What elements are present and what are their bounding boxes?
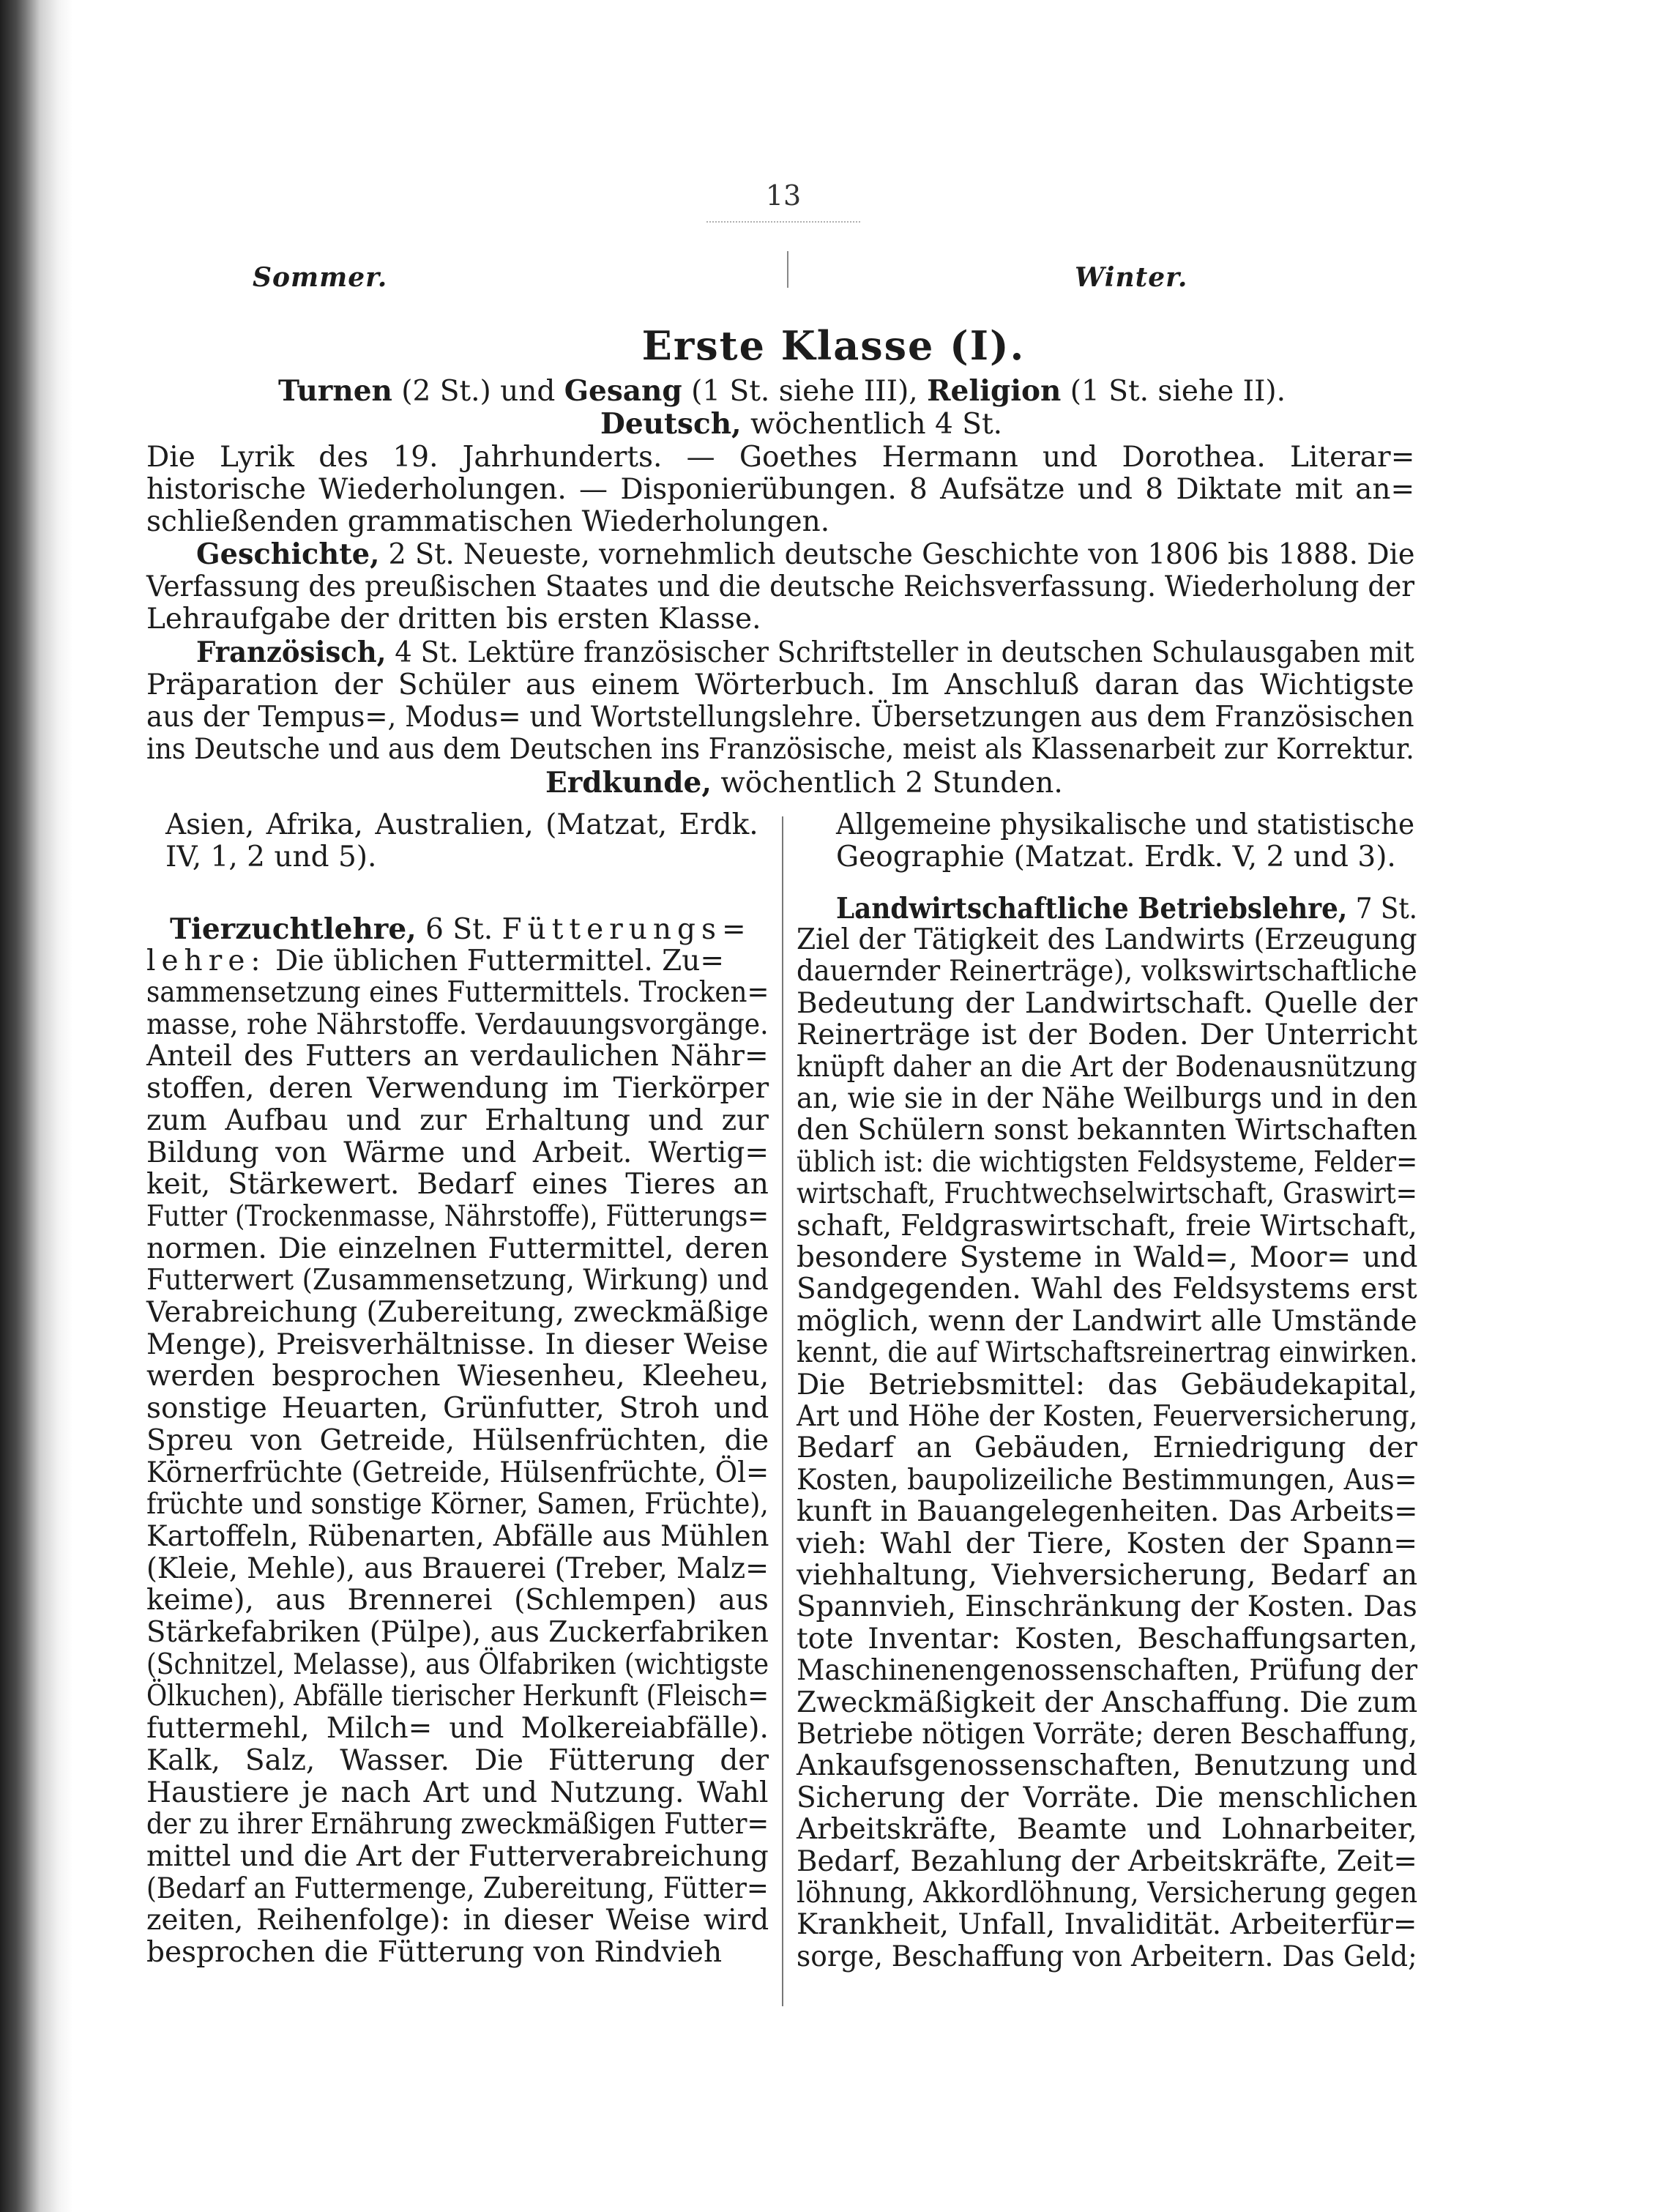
text-line: Spreu von Getreide, Hülsenfrüchten, die bbox=[146, 1423, 769, 1457]
text-line: futtermehl, Milch= und Molkereiabfälle). bbox=[146, 1712, 769, 1746]
text-line: zum Aufbau und zur Erhaltung und zur bbox=[146, 1103, 769, 1137]
text-line: besondere Systeme in Wald=, Moor= und bbox=[797, 1241, 1418, 1274]
text-line: keit, Stärkewert. Bedarf eines Tieres an bbox=[146, 1168, 769, 1202]
season-winter-label: Winter. bbox=[1075, 262, 1188, 293]
text-line: knüpft daher an die Art der Bodenausnützung bbox=[797, 1050, 1417, 1084]
tierzucht-spaced-1: Fütterungs= bbox=[501, 913, 752, 946]
text-line: historische Wiederholungen. — Disponierübungen. 8 Aufsätze und 8 Diktate mit an= bbox=[146, 473, 1415, 506]
text-line: masse, rohe Nährstoffe. Verdauungsvorgänge. bbox=[146, 1008, 769, 1041]
text-line: ins Deutsche und aus dem Deutschen ins Französische, meist als Klassenarbeit zur Korrektur. bbox=[146, 733, 1414, 766]
column-divider bbox=[782, 816, 783, 2006]
text-line: Asien, Afrika, Australien, (Matzat, Erdk. bbox=[165, 808, 758, 841]
text-line: schaft, Feldgraswirtschaft, freie Wirtschaft, bbox=[797, 1209, 1417, 1243]
betrieb-label: Landwirtschaftliche Betriebslehre, bbox=[836, 892, 1348, 926]
text-line: schließenden grammatischen Wiederholungen. bbox=[146, 505, 830, 538]
text-line: Bildung von Wärme und Arbeit. Wertig= bbox=[146, 1136, 769, 1169]
text-line: keime), aus Brennerei (Schlempen) aus bbox=[146, 1584, 769, 1617]
text-line: viehhaltung, Viehversicherung, Bedarf an bbox=[797, 1559, 1418, 1592]
text-line: sonstige Heuarten, Grünfutter, Stroh und bbox=[146, 1392, 769, 1426]
text-line: üblich ist: die wichtigsten Feldsysteme, Felder= bbox=[797, 1145, 1418, 1179]
deutsch-hours: wöchentlich 4 St. bbox=[741, 408, 1003, 441]
text-line: Spannvieh, Einschränkung der Kosten. Das bbox=[797, 1590, 1417, 1624]
tierzucht-hours: 6 St. bbox=[416, 913, 502, 946]
text-line: Zweckmäßigkeit der Anschaffung. Die zum bbox=[797, 1686, 1418, 1719]
text-line: Ziel der Tätigkeit des Landwirts (Erzeugung bbox=[797, 923, 1417, 956]
tierzucht-second-text: Die üblichen Futtermittel. Zu= bbox=[266, 945, 725, 977]
text-line: den Schülern sonst bekannten Wirtschaften bbox=[797, 1114, 1417, 1147]
page-number: 13 bbox=[765, 179, 802, 212]
text-line: Bedeutung der Landwirtschaft. Quelle der bbox=[797, 986, 1418, 1020]
text-line: Sicherung der Vorräte. Die menschlichen bbox=[797, 1781, 1418, 1814]
season-divider bbox=[787, 251, 788, 288]
page-number-rule bbox=[706, 221, 860, 223]
subjects-line bbox=[278, 374, 1314, 408]
deutsch-heading bbox=[600, 407, 1003, 441]
deutsch-label: Deutsch, bbox=[600, 407, 742, 441]
franzoesisch-label: Französisch, bbox=[196, 636, 387, 669]
text-line: Futterwert (Zusammensetzung, Wirkung) und bbox=[146, 1264, 769, 1297]
text-line: Futter (Trockenmasse, Nährstoffe), Fütterungs= bbox=[146, 1199, 769, 1233]
betrieb-first-line bbox=[836, 892, 1418, 926]
text-line: Krankheit, Unfall, Invalidität. Arbeiterfür= bbox=[797, 1908, 1417, 1942]
text-line: möglich, wenn der Landwirt alle Umstände bbox=[797, 1304, 1417, 1338]
text-line: Kalk, Salz, Wasser. Die Fütterung der bbox=[146, 1743, 769, 1777]
tierzucht-second-line bbox=[146, 947, 724, 975]
text-line: Ankaufsgenossenschaften, Benutzung und bbox=[797, 1749, 1417, 1783]
religion-text: (1 St. siehe II). bbox=[1061, 375, 1286, 408]
geschichte-label: Geschichte, bbox=[196, 537, 380, 571]
text-line: löhnung, Akkordlöhnung, Versicherung gegen bbox=[797, 1877, 1418, 1910]
text-line: stoffen, deren Verwendung im Tierkörper bbox=[146, 1072, 769, 1106]
text-line: vieh: Wahl der Tiere, Kosten der Spann= bbox=[797, 1527, 1418, 1560]
text-line: Menge), Preisverhältnisse. In dieser Weise bbox=[146, 1327, 769, 1361]
text-line: mittel und die Art der Futterverabreichung bbox=[146, 1839, 769, 1873]
tierzucht-spaced-2: lehre: bbox=[146, 945, 266, 977]
franzoesisch-first-line bbox=[196, 638, 1414, 667]
text-line: kennt, die auf Wirtschaftsreinertrag einwirken. bbox=[797, 1336, 1418, 1370]
text-line: kunft in Bauangelegenheiten. Das Arbeits= bbox=[797, 1495, 1418, 1529]
text-line: Bedarf, Bezahlung der Arbeitskräfte, Zeit= bbox=[797, 1844, 1417, 1878]
text-line: Körnerfrüchte (Getreide, Hülsenfrüchte, Öl= bbox=[146, 1456, 769, 1489]
text-line: Ölkuchen), Abfälle tierischer Herkunft (Fleisch= bbox=[146, 1680, 769, 1713]
text-line: Sandgegenden. Wahl des Feldsystems erst bbox=[797, 1273, 1417, 1306]
text-line: Arbeitskräfte, Beamte und Lohnarbeiter, bbox=[797, 1813, 1417, 1847]
turnen-text: (2 St.) und bbox=[392, 375, 564, 408]
section-heading: Erste Klasse (I). bbox=[641, 322, 1026, 369]
text-line: dauernder Reinerträge), volkswirtschaftliche bbox=[797, 955, 1417, 988]
geschichte-first-text: 2 St. Neueste, vornehmlich deutsche Geschichte von 1806 bis 1888. Die bbox=[379, 538, 1415, 571]
text-line: Stärkefabriken (Pülpe), aus Zuckerfabriken bbox=[146, 1616, 769, 1649]
text-line: besprochen die Fütterung von Rindvieh bbox=[146, 1936, 723, 1969]
erdkunde-hours: wöchentlich 2 Stunden. bbox=[711, 767, 1063, 800]
text-line: (Kleie, Mehle), aus Brauerei (Treber, Malz= bbox=[146, 1552, 769, 1585]
betrieb-hours: 7 St. bbox=[1347, 893, 1418, 926]
text-line: Betriebe nötigen Vorräte; deren Beschaffung, bbox=[797, 1718, 1417, 1751]
text-line: Präparation der Schüler aus einem Wörterbuch. Im Anschluß daran das Wichtigste bbox=[146, 669, 1414, 701]
text-line: an, wie sie in der Nähe Weilburgs und in den bbox=[797, 1082, 1418, 1115]
text-line: Lehraufgabe der dritten bis ersten Klasse. bbox=[146, 603, 761, 636]
text-line: Die Lyrik des 19. Jahrhunderts. — Goethes Hermann und Dorothea. Literar= bbox=[146, 441, 1415, 474]
text-line: der zu ihrer Ernährung zweckmäßigen Futter= bbox=[146, 1808, 769, 1842]
text-line: tote Inventar: Kosten, Beschaffungsarten, bbox=[797, 1622, 1418, 1656]
religion-label: Religion bbox=[927, 374, 1062, 408]
text-line: Geographie (Matzat. Erdk. V, 2 und 3). bbox=[836, 841, 1396, 874]
text-line: aus der Tempus=, Modus= und Wortstellungslehre. Übersetzungen aus dem Französischen bbox=[146, 701, 1414, 734]
text-line: Kosten, baupolizeiliche Bestimmungen, Aus= bbox=[797, 1463, 1417, 1497]
text-line: IV, 1, 2 und 5). bbox=[165, 841, 377, 874]
text-line: Haustiere je nach Art und Nutzung. Wahl bbox=[146, 1776, 769, 1809]
tierzucht-first-line bbox=[170, 912, 752, 946]
franzoesisch-first-text: 4 St. Lektüre französischer Schriftsteller in deutschen Schulausgaben mit bbox=[386, 636, 1414, 669]
text-line: Art und Höhe der Kosten, Feuerversicherung, bbox=[797, 1400, 1418, 1433]
text-line: sorge, Beschaffung von Arbeitern. Das Geld; bbox=[797, 1940, 1417, 1973]
text-line: Bedarf an Gebäuden, Erniedrigung der bbox=[797, 1431, 1417, 1465]
text-line: (Bedarf an Futtermenge, Zubereitung, Fütter= bbox=[146, 1872, 769, 1905]
text-line: Verfassung des preußischen Staates und die deutsche Reichsverfassung. Wiederholung der bbox=[146, 570, 1415, 603]
turnen-label: Turnen bbox=[278, 374, 392, 408]
text-line: Die Betriebsmittel: das Gebäudekapital, bbox=[797, 1368, 1418, 1401]
text-line: Reinerträge ist der Boden. Der Unterricht bbox=[797, 1019, 1418, 1052]
geschichte-first-line bbox=[196, 537, 1415, 571]
text-line: werden besprochen Wiesenheu, Kleeheu, bbox=[146, 1360, 769, 1393]
text-line: Allgemeine physikalische und statistische bbox=[836, 808, 1415, 841]
text-line: wirtschaft, Fruchtwechselwirtschaft, Graswirt= bbox=[797, 1177, 1417, 1211]
text-line: sammensetzung eines Futtermittels. Trocken= bbox=[146, 976, 769, 1009]
erdkunde-label: Erdkunde, bbox=[545, 766, 712, 800]
text-line: (Schnitzel, Melasse), aus Ölfabriken (wichtigste bbox=[146, 1647, 769, 1681]
erdkunde-heading bbox=[545, 766, 1063, 800]
gesang-label: Gesang bbox=[564, 374, 682, 408]
text-line: Maschinenengenossenschaften, Prüfung der bbox=[797, 1654, 1418, 1688]
tierzucht-label: Tierzuchtlehre, bbox=[170, 912, 417, 946]
gesang-text: (1 St. siehe III), bbox=[682, 375, 928, 408]
text-line: früchte und sonstige Körner, Samen, Früchte), bbox=[146, 1488, 769, 1522]
text-line: zeiten, Reihenfolge): in dieser Weise wird bbox=[146, 1904, 769, 1937]
text-line: Verabreichung (Zubereitung, zweckmäßige bbox=[146, 1296, 769, 1329]
text-line: Kartoffeln, Rübenarten, Abfälle aus Mühlen bbox=[146, 1519, 769, 1553]
text-line: normen. Die einzelnen Futtermittel, deren bbox=[146, 1232, 769, 1265]
text-line: Anteil des Futters an verdaulichen Nähr= bbox=[146, 1040, 769, 1073]
season-summer-label: Sommer. bbox=[253, 262, 388, 293]
